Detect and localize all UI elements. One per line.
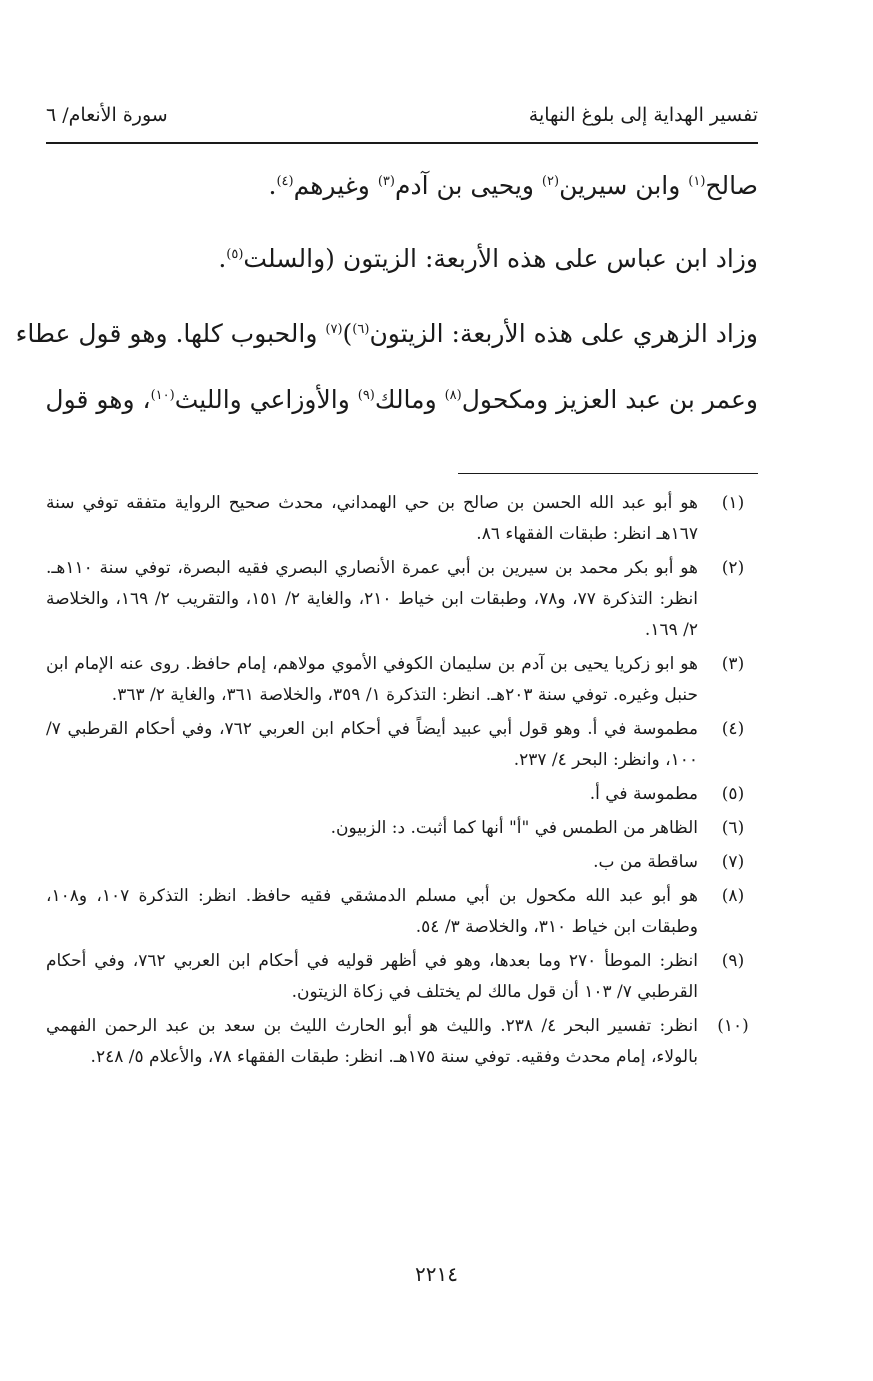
footnote-ref[interactable]: (٢) bbox=[541, 174, 560, 189]
text-segment: والأوزاعي والليث bbox=[174, 385, 358, 414]
footnotes bbox=[46, 488, 758, 1076]
footnote-text: مطموسة في أ. bbox=[589, 784, 698, 804]
running-header bbox=[46, 100, 758, 134]
text-segment: ، وهو قول bbox=[45, 385, 151, 414]
footnote-number: (٦) bbox=[721, 818, 745, 838]
text-segment: ويحيى بن آدم bbox=[394, 171, 542, 200]
footnote-number: (١) bbox=[721, 493, 745, 513]
footnote-text: الظاهر من الطمس في "أ" أنها كما أثبت. د: الزبيون. bbox=[330, 818, 698, 838]
footnote-text: هو أبو عبد الله مكحول بن أبي مسلم الدمشقي فقيه حافظ. انظر: التذكرة ١٠٧، و١٠٨، وطبقات ابن خياط ٣١٠، والخلاصة ٣/ ٥٤. bbox=[46, 886, 698, 937]
footnote-item bbox=[46, 881, 758, 943]
text-segment: وعمر بن عبد العزيز ومكحول bbox=[461, 385, 758, 414]
footnote-ref[interactable]: (٩) bbox=[357, 388, 375, 403]
footnote-item bbox=[46, 649, 758, 711]
footnote-number: (٥) bbox=[721, 784, 745, 804]
footnote-item bbox=[46, 779, 758, 810]
book-title: تفسير الهداية إلى بلوغ النهاية bbox=[528, 104, 758, 126]
text-segment: وغيرهم bbox=[293, 171, 378, 200]
surah-title: سورة الأنعام/ ٦ bbox=[46, 104, 168, 126]
footnote-number: (١٠) bbox=[717, 1016, 749, 1036]
footnote-ref[interactable]: (٦) bbox=[352, 322, 370, 337]
text-segment: ) bbox=[342, 319, 353, 348]
text-segment: وزاد ابن عباس على هذه الأربعة: الزيتون (والسلت bbox=[243, 244, 758, 273]
footnote-item bbox=[46, 553, 758, 646]
footnote-number: (٤) bbox=[721, 719, 745, 739]
footnote-item bbox=[46, 813, 758, 844]
main-line bbox=[46, 239, 758, 279]
footnote-text: هو أبو بكر محمد بن سيرين بن أبي عمرة الأنصاري البصري فقيه البصرة، توفي سنة ١١٠هـ. انظر: التذكرة ٧٧، و٧٨، وطبقات ابن خياط ٢١٠، والغاية ٢/ ١٥١، والتقريب ٢/ ١٦٩، والخلاصة ٢/ ١٦٩. bbox=[46, 558, 698, 640]
footnote-item bbox=[46, 847, 758, 878]
text-segment: صالح bbox=[705, 171, 758, 200]
footnote-item bbox=[46, 714, 758, 776]
footnote-text: هو أبو عبد الله الحسن بن صالح بن حي الهمداني، محدث صحيح الرواية متفقه توفي سنة ١٦٧هـ انظر: طبقات الفقهاء ٨٦. bbox=[46, 493, 698, 544]
footnote-item bbox=[46, 946, 758, 1008]
text-segment: . bbox=[268, 171, 277, 200]
footnote-text: ساقطة من ب. bbox=[593, 852, 698, 872]
footnote-text: هو ابو زكريا يحيى بن آدم بن سليمان الكوفي الأموي مولاهم، إمام حافظ. روى عنه الإمام ابن حنبل وغيره. توفي سنة ٢٠٣هـ. انظر: التذكرة ١/ ٣٥٩، والخلاصة ٣٦١، والغاية ٢/ ٣٦٣. bbox=[46, 654, 698, 705]
footnote-ref[interactable]: (١) bbox=[688, 174, 706, 189]
footnote-text: مطموسة في أ. وهو قول أبي عبيد أيضاً في أحكام ابن العربي ٧٦٢، وفي أحكام القرطبي ٧/ ١٠٠، وانظر: البحر ٤/ ٢٣٧. bbox=[46, 719, 698, 770]
footnote-text: انظر: الموطأ ٢٧٠ وما بعدها، وهو في أظهر قوليه في أحكام ابن العربي ٧٦٢، وفي أحكام القرطبي ٧/ ١٠٣ أن قول مالك لم يختلف في زكاة الزيتون. bbox=[46, 951, 699, 1002]
footnote-ref[interactable]: (١٠) bbox=[150, 388, 175, 403]
footnote-number: (٢) bbox=[721, 558, 745, 578]
page-number: ٢٢١٤ bbox=[415, 1262, 458, 1286]
footnote-ref[interactable]: (٣) bbox=[377, 174, 395, 189]
text-segment: وابن سيرين bbox=[559, 171, 689, 200]
footnote-ref[interactable]: (٤) bbox=[276, 174, 294, 189]
text-segment: وزاد الزهري على هذه الأربعة: الزيتون bbox=[369, 319, 758, 348]
footnote-number: (٣) bbox=[721, 654, 745, 674]
text-segment: . bbox=[218, 244, 227, 273]
footnote-item bbox=[46, 488, 758, 550]
footnote-ref[interactable]: (٥) bbox=[226, 247, 244, 262]
footnote-text: انظر: تفسير البحر ٤/ ٢٣٨. والليث هو أبو الحارث الليث بن سعد بن عبد الرحمن الفهمي بالولاء، إمام محدث وفقيه. توفي سنة ١٧٥هـ. انظر: طبقات الفقهاء ٧٨، والأعلام ٥/ ٢٤٨. bbox=[46, 1016, 698, 1067]
main-line bbox=[46, 166, 758, 206]
main-line bbox=[46, 380, 758, 420]
footnote-item bbox=[46, 1011, 758, 1073]
footnote-ref[interactable]: (٧) bbox=[325, 322, 343, 337]
header-rule bbox=[46, 142, 758, 144]
footnote-number: (٧) bbox=[721, 852, 745, 872]
footnote-number: (٩) bbox=[721, 951, 745, 971]
footnote-number: (٨) bbox=[721, 886, 745, 906]
text-segment: ومالك bbox=[374, 385, 445, 414]
main-line bbox=[15, 314, 758, 354]
footnote-separator bbox=[458, 473, 758, 474]
text-segment: والحبوب كلها. وهو قول عطاء bbox=[15, 319, 326, 348]
footnote-ref[interactable]: (٨) bbox=[444, 388, 462, 403]
